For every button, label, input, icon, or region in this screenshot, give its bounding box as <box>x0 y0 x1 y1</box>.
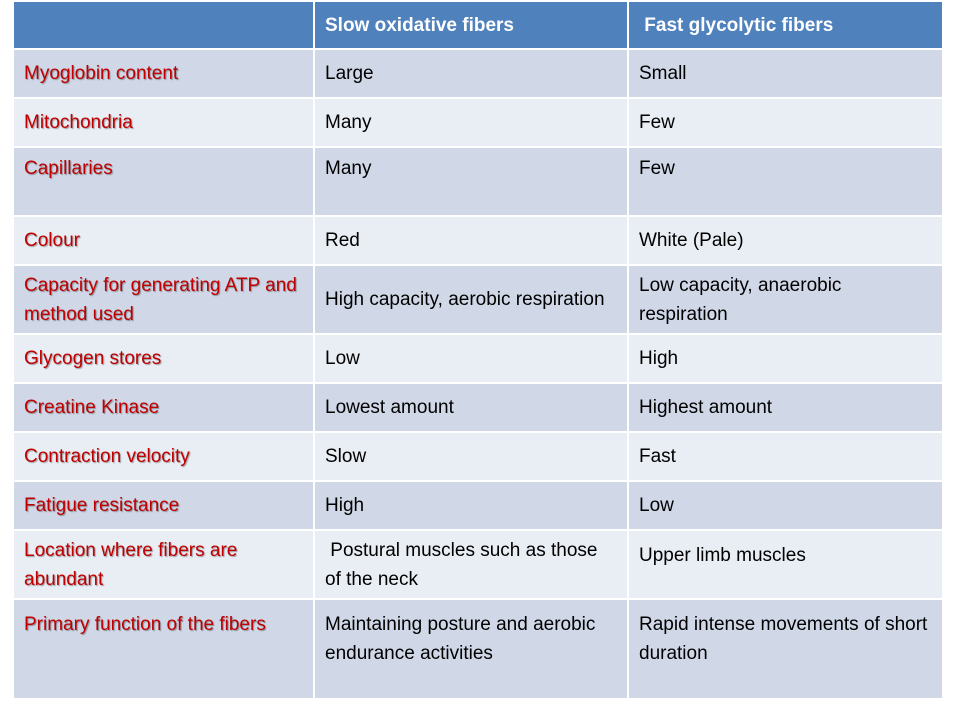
row-slow-value: Many <box>314 98 628 147</box>
row-feature: Glycogen stores <box>13 334 314 383</box>
row-fast-value: Upper limb muscles <box>628 530 943 599</box>
row-fast-value: Small <box>628 49 943 98</box>
row-slow-value: High capacity, aerobic respiration <box>314 265 628 334</box>
table-row <box>13 147 943 216</box>
table-header <box>13 1 943 49</box>
table-row <box>13 216 943 265</box>
table-body <box>13 49 943 699</box>
row-feature: Capillaries <box>13 147 314 216</box>
header-fast-glycolytic: Fast glycolytic fibers <box>628 1 943 49</box>
row-feature: Fatigue resistance <box>13 481 314 530</box>
row-fast-value: Few <box>628 98 943 147</box>
row-fast-value: Few <box>628 147 943 216</box>
header-slow-oxidative: Slow oxidative fibers <box>314 1 628 49</box>
row-slow-value: Large <box>314 49 628 98</box>
row-fast-value: Rapid intense movements of short duration <box>628 599 943 699</box>
row-fast-value: Highest amount <box>628 383 943 432</box>
row-feature: Creatine Kinase <box>13 383 314 432</box>
table-row <box>13 530 943 599</box>
row-slow-value: High <box>314 481 628 530</box>
row-slow-value: Red <box>314 216 628 265</box>
table-row <box>13 49 943 98</box>
table-row <box>13 599 943 699</box>
row-slow-value: Lowest amount <box>314 383 628 432</box>
row-feature: Mitochondria <box>13 98 314 147</box>
row-feature: Myoglobin content <box>13 49 314 98</box>
row-fast-value: High <box>628 334 943 383</box>
header-row <box>13 1 943 49</box>
row-fast-value: White (Pale) <box>628 216 943 265</box>
table-row <box>13 334 943 383</box>
row-feature: Capacity for generating ATP and method used <box>13 265 314 334</box>
table-row <box>13 481 943 530</box>
row-feature: Primary function of the fibers <box>13 599 314 699</box>
table-row <box>13 98 943 147</box>
row-fast-value: Fast <box>628 432 943 481</box>
row-slow-value: Low <box>314 334 628 383</box>
table-row <box>13 432 943 481</box>
row-slow-value: Slow <box>314 432 628 481</box>
row-fast-value: Low <box>628 481 943 530</box>
row-feature: Location where fibers are abundant <box>13 530 314 599</box>
row-slow-value: Maintaining posture and aerobic endurance activities <box>314 599 628 699</box>
header-empty-cell <box>13 1 314 49</box>
table-row <box>13 383 943 432</box>
table-row <box>13 265 943 334</box>
row-fast-value: Low capacity, anaerobic respiration <box>628 265 943 334</box>
row-slow-value: Many <box>314 147 628 216</box>
row-feature: Contraction velocity <box>13 432 314 481</box>
row-slow-value: Postural muscles such as those of the neck <box>314 530 628 599</box>
fiber-comparison-table <box>12 0 944 700</box>
row-feature: Colour <box>13 216 314 265</box>
